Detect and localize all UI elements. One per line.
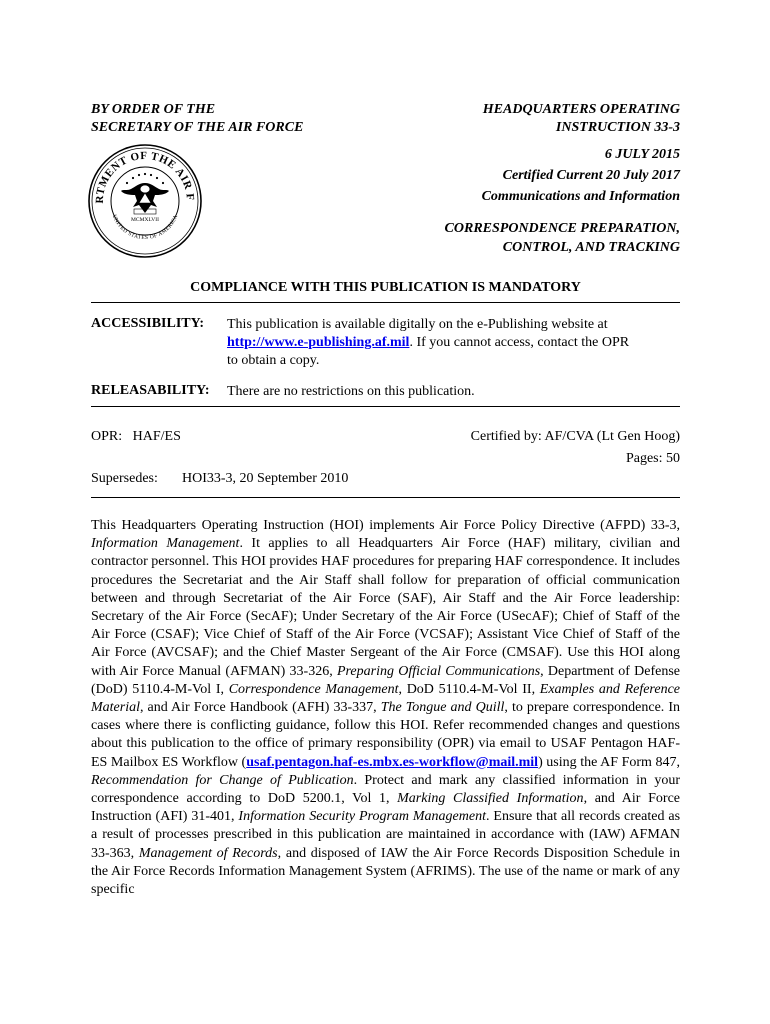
purpose-paragraph: This Headquarters Operating Instruction (HOI) implements Air Force Policy Directive (AFPD) 33-3, Information Management. It applies to all Headquarters Air Force (HAF) military, civilian and contractor personnel. This HOI provides HAF procedures for preparing HAF correspondence. It includes procedures the Secretariat and the Air Staff shall follow for preparation of official communication between and through Secretariat of the Air Force (SAF), Air Staff and the Air Force leadership: Secretary of the Air Force (SecAF); Under Secretary of the Air Force (USecAF); Chief of Staff of the Air Force (CSAF); Vice Chief of Staff of the Air Force (VCSAF); Assistant Vice Chief of Staff of the Air Force (AVCSAF); and the Chief Master Sergeant of the Air Force (CMSAF). Use this HOI along with Air Force Manual (AFMAN) 33-326, Preparing Official Communications, Department of Defense (DoD) 5110.4-M-Vol I, Correspondence Management, DoD 5110.4-M-Vol II, Examples and Reference Material, and Air Force Handbook (AFH) 33-337, The Tongue and Quill, to prepare correspondence. In cases where there is conflicting guidance, follow this HOI. Refer recommended changes and questions about this publication to the office of primary responsibility (OPR) via email to USAF Pentagon HAF-ES Mailbox ES Workflow (usaf.pentagon.haf-es.mbx.es-workflow@mail.mil) using the AF Form 847, Recommendation for Change of Publication. Protect and mark any classified information in your correspondence according to DoD 5200.1, Vol 1, Marking Classified Information, and Air Force Instruction (AFI) 31-401, Information Security Program Management. Ensure that all records created as a result of processes prescribed in this publication are maintained in accordance with (IAW) AFMAN 33-363, Management of Records, and disposed of IAW the Air Force Records Disposition Schedule in the Air Force Records Information Management System (AFRIMS). The use of the name or mark of any specific: [91, 518, 681, 898]
e-publishing-link[interactable]: http://www.e-publishing.af.mil: [227, 335, 410, 350]
certified-current: Certified Current 20 July 2017: [502, 168, 680, 183]
publication-line-2: INSTRUCTION 33-3: [555, 120, 680, 135]
accessibility-label: ACCESSIBILITY:: [91, 316, 205, 331]
department-of-the-air-force-seal-icon: [87, 143, 203, 259]
seal-top-text: RTMENT OF THE AIR F: [93, 149, 197, 204]
divider: [91, 497, 680, 498]
releasability-label: RELEASABILITY:: [91, 383, 210, 398]
es-workflow-email-link[interactable]: usaf.pentagon.haf-es.mbx.es-workflow@mail.mil: [246, 754, 539, 770]
releasability-text: There are no restrictions on this publication.: [227, 384, 475, 399]
publication-title-line-2: CONTROL, AND TRACKING: [502, 240, 680, 255]
compliance-statement: COMPLIANCE WITH THIS PUBLICATION IS MANDATORY: [190, 280, 581, 295]
opr: OPR: HAF/ES: [91, 429, 181, 444]
publication-line-1: HEADQUARTERS OPERATING: [482, 102, 680, 117]
accessibility-text: [227, 316, 682, 370]
accessibility-text-after: . If you cannot access, contact the OPR: [409, 335, 630, 350]
certified-by: Certified by: AF/CVA (Lt Gen Hoog): [470, 429, 680, 444]
publication-date: 6 JULY 2015: [604, 147, 680, 162]
order-line-2: SECRETARY OF THE AIR FORCE: [91, 120, 304, 135]
accessibility-text-line3: to obtain a copy.: [227, 353, 320, 368]
order-block: [91, 101, 303, 137]
seal-year: MCMXLVII: [131, 217, 159, 223]
page-count: Pages: 50: [625, 451, 680, 466]
accessibility-text-before: This publication is available digitally on the e-Publishing website at: [227, 317, 608, 332]
seal-bottom-text: UNITED STATES OF AMERICA: [110, 213, 180, 242]
order-line-1: BY ORDER OF THE: [91, 102, 216, 117]
publication-title-line-1: CORRESPONDENCE PREPARATION,: [444, 221, 680, 236]
divider: [91, 302, 680, 303]
supersedes-label: Supersedes:: [91, 471, 158, 486]
publication-category: Communications and Information: [481, 189, 680, 204]
divider: [91, 406, 680, 407]
publication-block: [350, 101, 680, 257]
supersedes-value: HOI33-3, 20 September 2010: [182, 471, 349, 486]
